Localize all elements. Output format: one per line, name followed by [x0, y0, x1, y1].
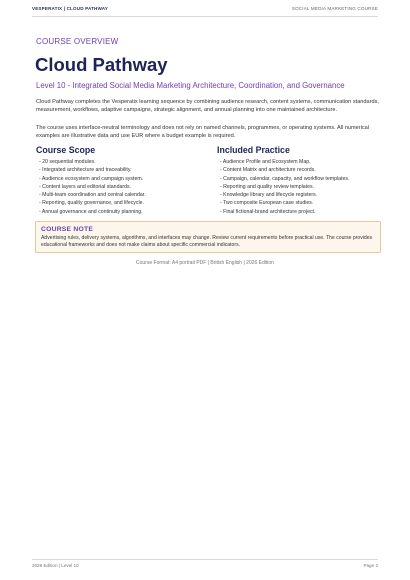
list-item: - 20 sequential modules. — [39, 159, 96, 165]
list-item: - Reporting and quality review templates. — [220, 183, 314, 190]
section-eyebrow: COURSE OVERVIEW — [36, 37, 119, 46]
course-scope-heading: Course Scope — [36, 145, 96, 155]
list-item: - Two composite European case studies. — [220, 200, 314, 207]
list-item: - Multi-team coordination and central calendar. — [39, 192, 146, 198]
list-item: - Reporting, quality governance, and lifecycle. — [39, 200, 144, 207]
course-note-box — [35, 221, 381, 253]
list-item: - Integrated architecture and traceability. — [39, 167, 132, 174]
running-header — [32, 6, 378, 17]
list-item: - Knowledge library and lifecycle registers. — [220, 192, 318, 198]
overview-paragraph: Cloud Pathway completes the Vesperatix learning sequence by combining audience research, content systems, communication standards, measurement, workflows, adaptive campaigns, strategic alignment, and annual planning into one maintained architecture. — [36, 99, 379, 113]
included-practice-list — [217, 158, 387, 216]
list-item: - Audience ecosystem and campaign system. — [39, 175, 144, 182]
included-practice-column — [217, 145, 387, 216]
page-title: Cloud Pathway — [35, 54, 168, 75]
list-item: - Campaign, calendar, capacity, and workflow templates. — [220, 175, 350, 182]
page-footer — [32, 559, 378, 568]
list-item: - Annual governance and continuity planning. — [39, 208, 143, 215]
course-scope-list — [36, 158, 206, 216]
footer-edition: 2026 Edition | Level 10 — [32, 563, 79, 568]
header-brand-block — [32, 6, 108, 11]
list-item: - Final fictional-brand architecture project. — [220, 208, 316, 215]
header-brand: VESPERATIX — [32, 6, 63, 11]
header-separator: | — [63, 6, 66, 11]
page-subtitle: Level 10 - Integrated Social Media Marketing Architecture, Coordination, and Governance — [36, 81, 345, 90]
course-scope-column — [36, 145, 206, 216]
header-product: CLOUD PATHWAY — [66, 6, 108, 11]
course-format-line: Course Format: A4 portrait PDF | British English | 2026 Edition — [136, 260, 274, 266]
list-item: - Content layers and editorial standards. — [39, 183, 131, 190]
header-series: SOCIAL MEDIA MARKETING COURSE — [291, 6, 378, 11]
course-note-heading: COURSE NOTE — [41, 226, 94, 233]
list-item: - Audience Profile and Ecosystem Map. — [220, 159, 311, 165]
included-practice-heading: Included Practice — [217, 145, 290, 155]
course-note-text: Advertising rules, delivery systems, algorithms, and interfaces may change. Review current requirements before practical use. The course provides educational frameworks and does not make claims about specific commercial indicators. — [41, 235, 373, 248]
overview-paragraph: The course uses interface-neutral terminology and does not rely on named channels, programmes, or operating systems. All numerical examples are illustrative data and use EUR where a budget example is required. — [36, 125, 369, 139]
footer-page-number: Page 2 — [363, 563, 378, 568]
list-item: - Content Matrix and architecture records. — [220, 167, 316, 174]
